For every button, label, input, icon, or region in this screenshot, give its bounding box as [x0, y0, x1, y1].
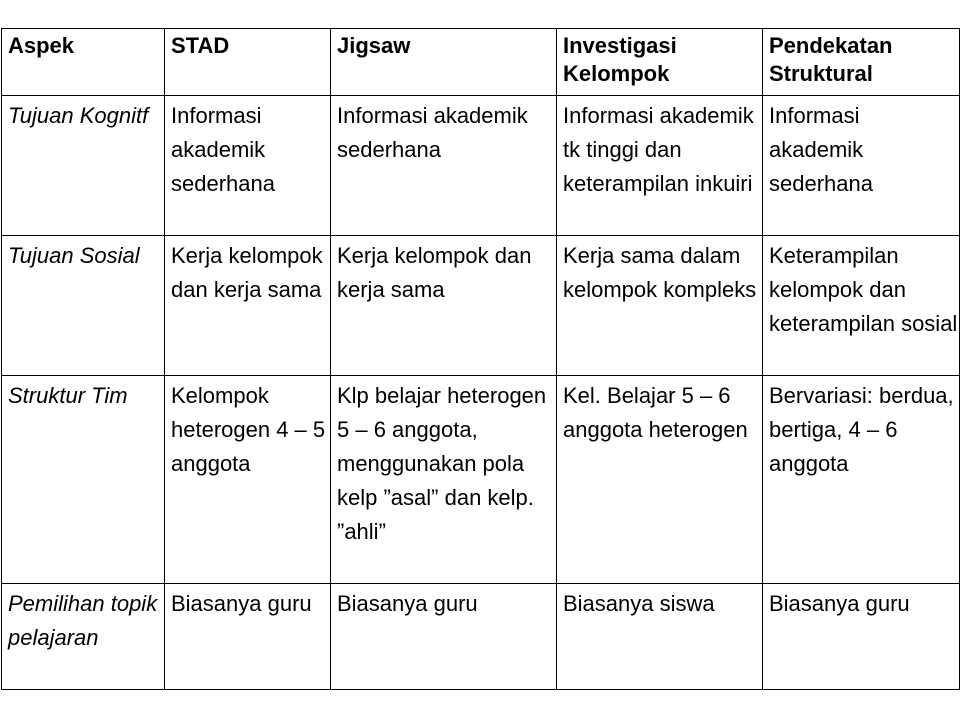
table-cell: Klp belajar heterogen 5 – 6 anggota, menggunakan pola kelp ”asal” dan kelp. ”ahli”: [331, 376, 557, 584]
comparison-table: [1, 28, 960, 690]
table-cell: Informasi akademik sederhana: [331, 96, 557, 236]
header-investigasi-kelompok: Investigasi Kelompok: [557, 29, 763, 96]
table-row: [2, 96, 960, 236]
table-cell: Informasi akademik tk tinggi dan keterampilan inkuiri: [557, 96, 763, 236]
aspek-cell: Struktur Tim: [2, 376, 165, 584]
aspek-cell: Pemilihan topik pelajaran: [2, 584, 165, 690]
header-jigsaw: Jigsaw: [331, 29, 557, 96]
table-row: [2, 584, 960, 690]
table-cell: Informasi akademik sederhana: [165, 96, 331, 236]
header-pendekatan-struktural: Pendekatan Struktural: [763, 29, 960, 96]
table-cell: Kel. Belajar 5 – 6 anggota heterogen: [557, 376, 763, 584]
table-cell: Biasanya guru: [331, 584, 557, 690]
header-aspek: Aspek: [2, 29, 165, 96]
header-stad: STAD: [165, 29, 331, 96]
table-cell: Keterampilan kelompok dan keterampilan sosial: [763, 236, 960, 376]
table-cell: Informasi akademik sederhana: [763, 96, 960, 236]
table-cell: Biasanya guru: [763, 584, 960, 690]
table-cell: Kerja sama dalam kelompok kompleks: [557, 236, 763, 376]
table-cell: Kerja kelompok dan kerja sama: [331, 236, 557, 376]
table-row: [2, 376, 960, 584]
aspek-cell: Tujuan Kognitf: [2, 96, 165, 236]
table-cell: Kerja kelompok dan kerja sama: [165, 236, 331, 376]
aspek-cell: Tujuan Sosial: [2, 236, 165, 376]
table-row: [2, 236, 960, 376]
table-cell: Biasanya guru: [165, 584, 331, 690]
table-cell: Biasanya siswa: [557, 584, 763, 690]
table-cell: Bervariasi: berdua, bertiga, 4 – 6 anggota: [763, 376, 960, 584]
header-row: [2, 29, 960, 96]
table-cell: Kelompok heterogen 4 – 5 anggota: [165, 376, 331, 584]
